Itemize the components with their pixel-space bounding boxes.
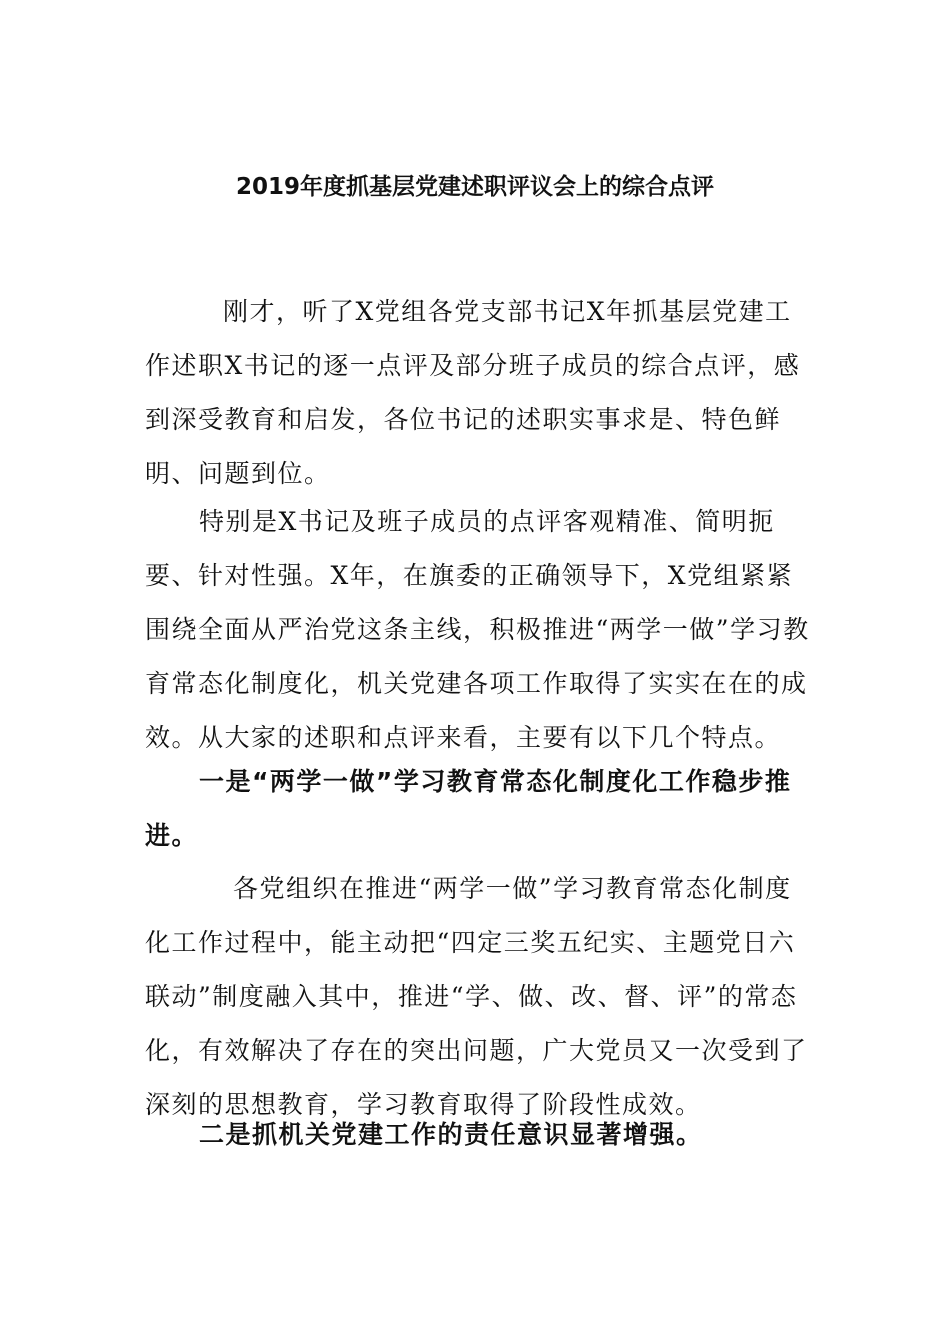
paragraph-section-1: 各党组织在推进“两学一做”学习教育常态化制度化工作过程中，能主动把“四定三奖五纪实、主题党日六联动”制度融入其中，推进“学、做、改、督、评”的常态化，有效解决了存在的突出问题，广大党员又一次受到了深刻的思想教育，学习教育取得了阶段性成效。 xyxy=(145,874,808,1119)
section-heading-2: 二是抓机关党建工作的责任意识显著增强。 xyxy=(199,1120,703,1149)
section-heading-1: 一是“两学一做”学习教育常态化制度化工作稳步推进。 xyxy=(145,767,792,850)
paragraph-summary: 特别是X书记及班子成员的点评客观精准、简明扼要、针对性强。X年，在旗委的正确领导下，X党组紧紧围绕全面从严治党这条主线，积极推进“两学一做”学习教育常态化制度化，机关党建各项工作取得了实实在在的成效。从大家的述职和点评来看，主要有以下几个特点。 xyxy=(145,507,810,752)
paragraph-opening: 刚才，听了X党组各党支部书记X年抓基层党建工作述职X书记的逐一点评及部分班子成员的综合点评，感到深受教育和启发，各位书记的述职实事求是、特色鲜明、问题到位。 xyxy=(145,297,801,488)
document-title: 2019年度抓基层党建述职评议会上的综合点评 xyxy=(235,174,714,200)
